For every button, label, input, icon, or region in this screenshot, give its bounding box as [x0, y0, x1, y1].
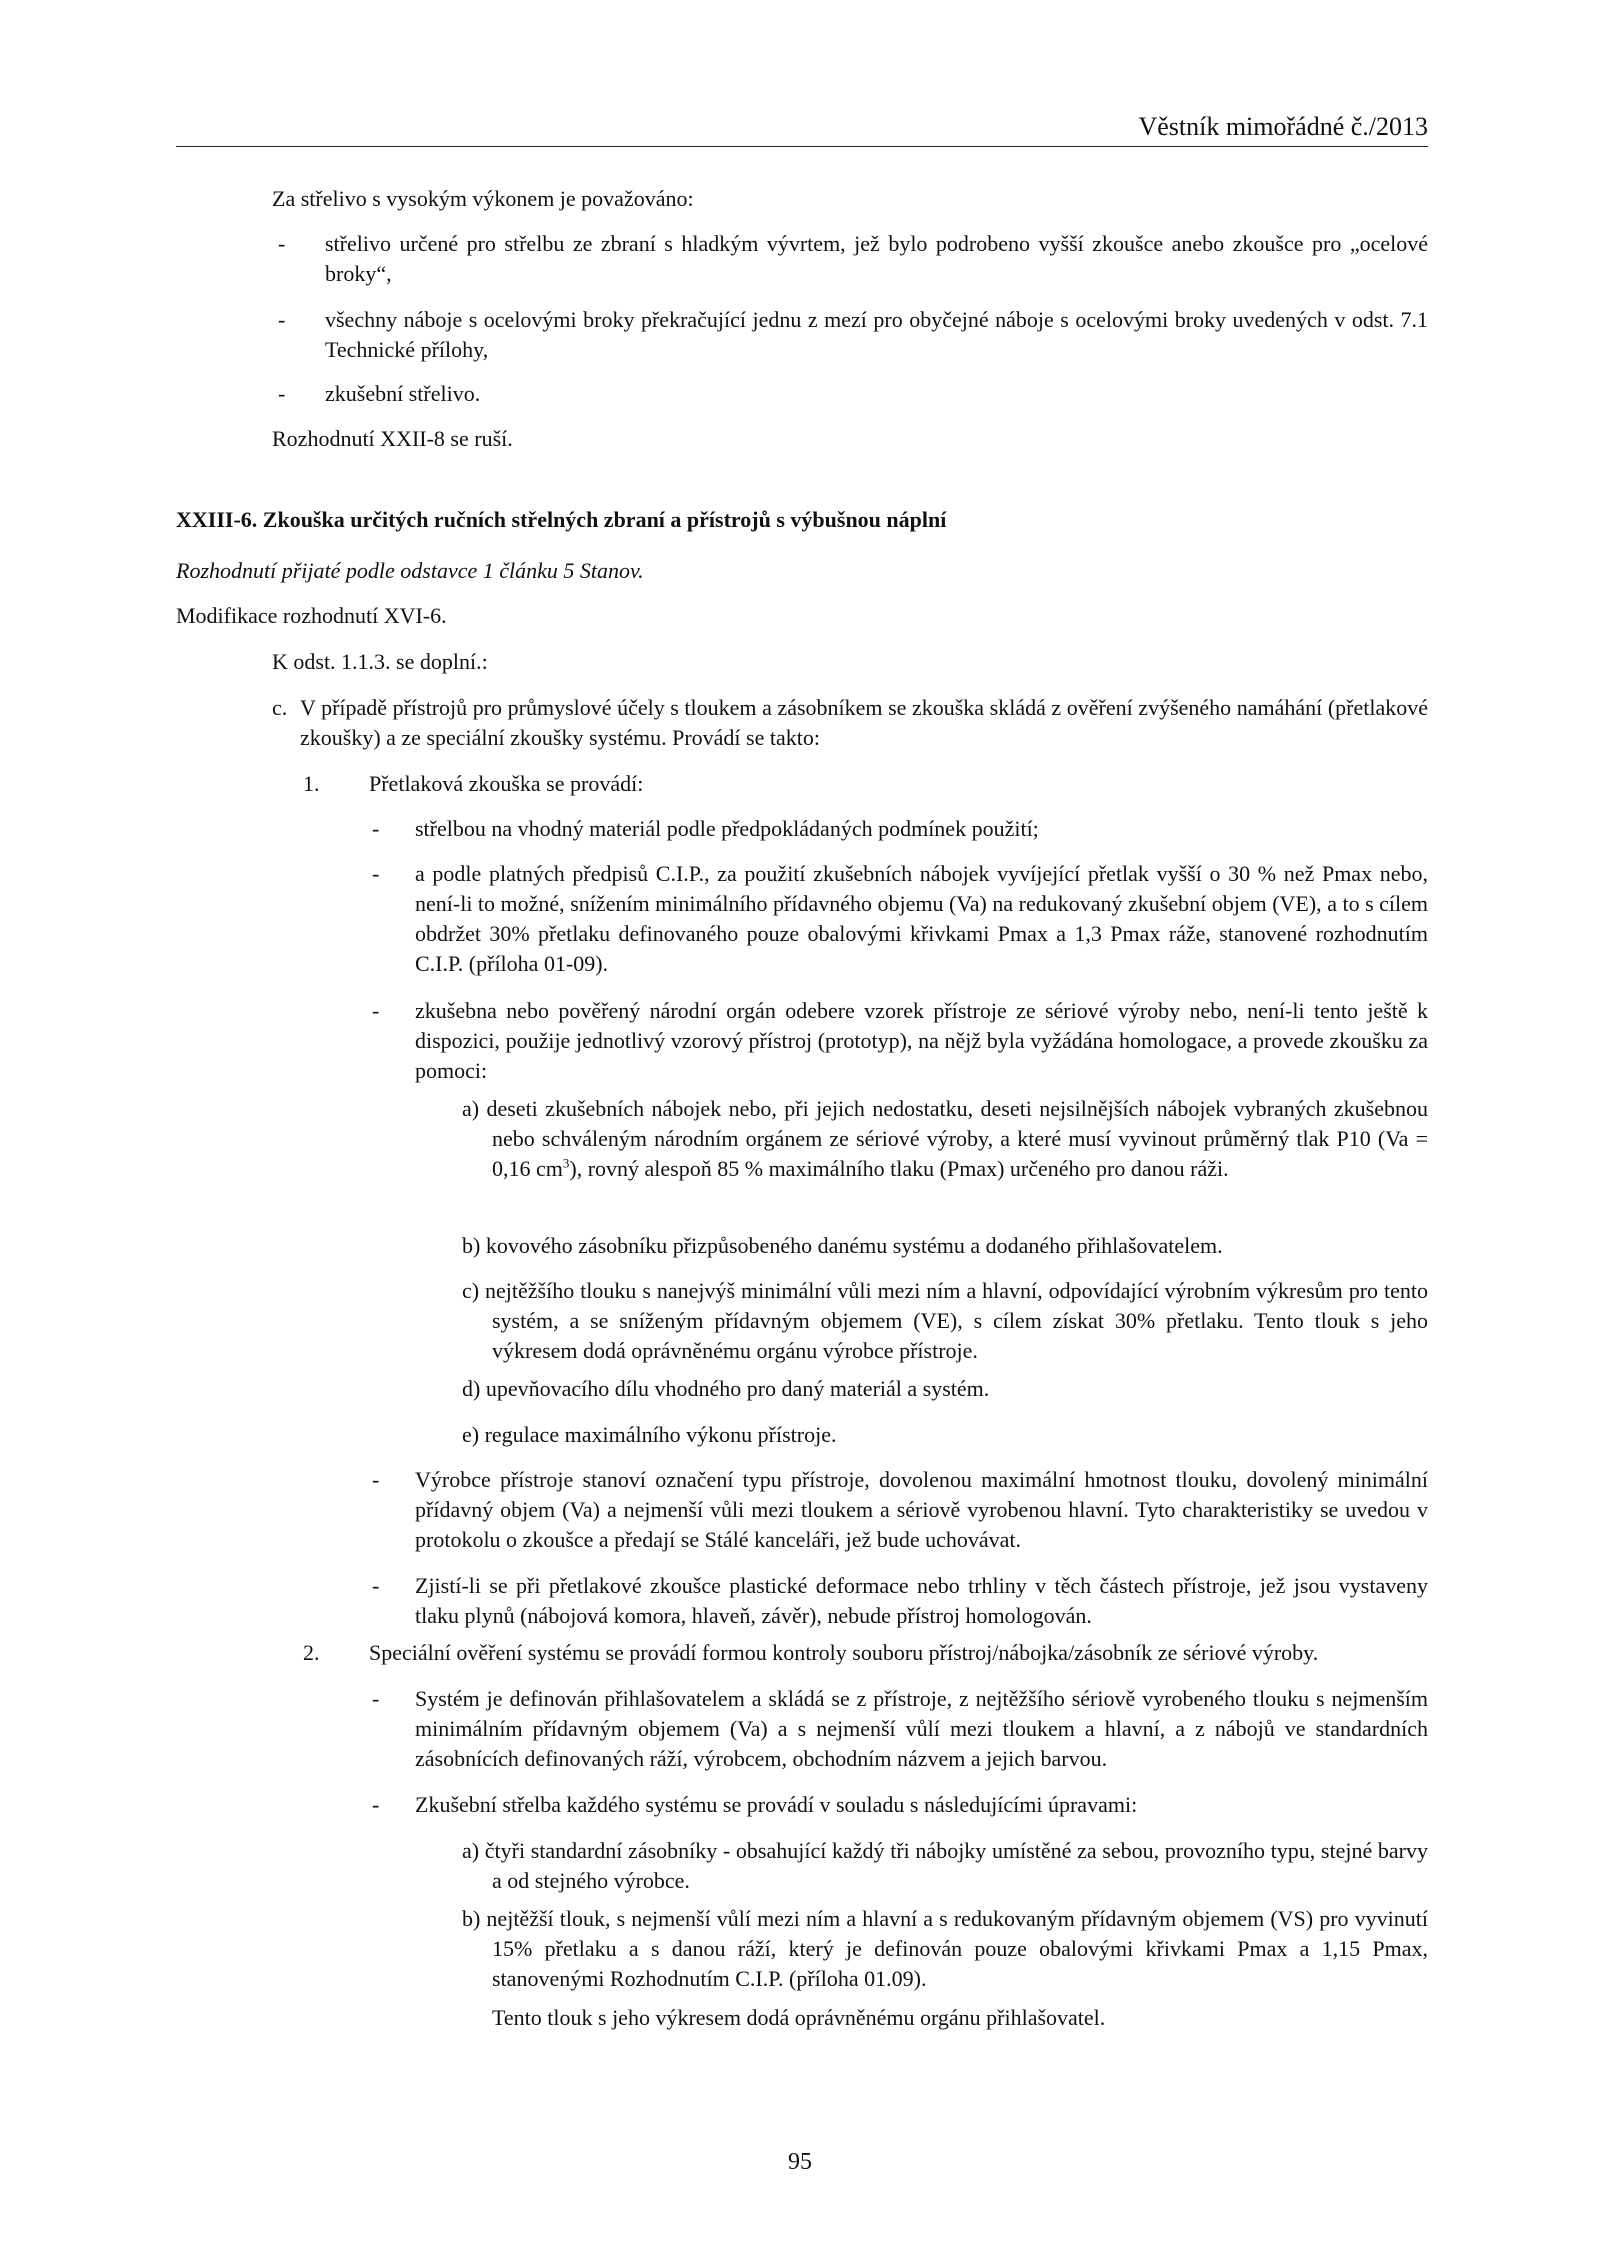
section-decision: Rozhodnutí přijaté podle odstavce 1 článku 5 Stanov.	[176, 558, 644, 583]
bullet-dash: -	[372, 816, 380, 841]
s1-item-a: a) deseti zkušebních nábojek nebo, při jejich nedostatku, deseti nejsilnějších nábojek vybraných zkušebnou nebo schváleným národním orgánem ze sériové výroby, a které musí vyvinout průměrný tlak P10 (Va = 0,16 $cm^3$), rovný alespoň 85 % maximálního tlaku (Pmax) určeného pro danou ráži.	[462, 1096, 1428, 1181]
s2-title: Speciální ověření systému se provádí formou kontroly souboru přístroj/nábojka/zásobník ze sériové výroby.	[369, 1640, 1319, 1665]
header-rule	[176, 146, 1428, 147]
bullet-dash: -	[372, 998, 380, 1023]
intro-item-3: zkušební střelivo.	[325, 381, 481, 406]
s1-item-b: b) kovového zásobníku přizpůsobeného danému systému a dodaného přihlašovatelem.	[462, 1233, 1223, 1258]
c-marker: c.	[272, 695, 288, 720]
s2-bullet-2: Zkušební střelba každého systému se provádí v souladu s následujícími úpravami:	[415, 1792, 1138, 1817]
bullet-dash: -	[372, 861, 380, 886]
s2-item-a: a) čtyři standardní zásobníky - obsahující každý tři nábojky umístěné za sebou, provozního typu, stejné barvy a od stejného výrobce.	[462, 1838, 1428, 1893]
s1-item-e: e) regulace maximálního výkonu přístroje.	[462, 1422, 837, 1447]
intro-lead: Za střelivo s vysokým výkonem je považováno:	[272, 186, 694, 211]
section-amend: K odst. 1.1.3. se doplní.:	[272, 649, 488, 674]
page-number: 95	[788, 2149, 812, 2175]
section-modification: Modifikace rozhodnutí XVI-6.	[176, 603, 447, 628]
s1-bullet-5: Zjistí-li se při přetlakové zkoušce plastické deformace nebo trhliny v těch částech přístroje, jež jsou vystaveny tlaku plynů (nábojová komora, hlaveň, závěr), nebude přístroj homologován.	[415, 1573, 1428, 1628]
s1-item-c: c) nejtěžšího tlouku s nanejvýš minimální vůli mezi ním a hlavní, odpovídající výrobním výkresům pro tento systém, a se sníženým přídavným objemem (VE), s cílem získat 30% přetlaku. Tento tlouk s jeho výkresem dodá oprávněnému orgánu výrobce přístroje.	[462, 1278, 1428, 1363]
s1-bullet-3: zkušebna nebo pověřený národní orgán odebere vzorek přístroje ze sériové výroby nebo, není-li tento ještě k dispozici, použije jednotlivý vzorový přístroj (prototyp), na nějž byla vyžádána homologace, a provede zkoušku za pomoci:	[415, 998, 1428, 1083]
s1-number: 1.	[303, 771, 320, 796]
s2-number: 2.	[303, 1640, 320, 1665]
s2-bullet-1: Systém je definován přihlašovatelem a skládá se z přístroje, z nejtěžšího sériově vyrobeného tlouku s nejmenším minimálním přídavným objemem (Va) a s nejmenší vůlí mezi tloukem a hlavní, a z nábojů ve standardních zásobnících definovaných ráží, výrobcem, obchodním názvem a jejich barvou.	[415, 1686, 1428, 1771]
intro-item-1: střelivo určené pro střelbu ze zbraní s hladkým vývrtem, jež bylo podrobeno vyšší zkoušce anebo zkoušce pro „ocelové broky“,	[325, 231, 1428, 286]
s1-bullet-2: a podle platných předpisů C.I.P., za použití zkušebních nábojek vyvíjející přetlak vyšší o 30 % než Pmax nebo, není-li to možné, snížením minimálního přídavného objemu (Va) na redukovaný zkušební objem (VE), a to s cílem obdržet 30% přetlaku definovaného pouze obalovými křivkami Pmax a 1,3 Pmax ráže, stanovené rozhodnutím C.I.P. (příloha 01-09).	[415, 861, 1428, 976]
section-heading: XXIII-6. Zkouška určitých ručních střelných zbraní a přístrojů s výbušnou náplní	[176, 507, 947, 532]
s1-title: Přetlaková zkouška se provádí:	[369, 771, 644, 796]
s2-item-b: b) nejtěžší tlouk, s nejmenší vůlí mezi ním a hlavní a s redukovaným přídavným objemem (VS) pro vyvinutí 15% přetlaku a s danou ráží, který je definován pouze obalovými křivkami Pmax a 1,15 Pmax, stanovenými Rozhodnutím C.I.P. (příloha 01.09).	[462, 1906, 1428, 1991]
s1-bullet-4: Výrobce přístroje stanoví označení typu přístroje, dovolenou maximální hmotnost tlouku, dovolený minimální přídavný objem (Va) a nejmenší vůli mezi tloukem a sériově vyrobenou hlavní. Tyto charakteristiky se uvedou v protokolu o zkoušce a předají se Stálé kanceláři, jež bude uchovávat.	[415, 1467, 1428, 1552]
header-title: Věstník mimořádné č./2013	[1138, 112, 1428, 141]
s1-bullet-1: střelbou na vhodný materiál podle předpokládaných podmínek použití;	[415, 816, 1039, 841]
bullet-dash: -	[278, 307, 286, 332]
bullet-dash: -	[372, 1686, 380, 1711]
intro-item-2: všechny náboje s ocelovými broky překračující jednu z mezí pro obyčejné náboje s ocelovými broky uvedených v odst. 7.1 Technické přílohy,	[325, 307, 1428, 362]
c-paragraph: V případě přístrojů pro průmyslové účely s tloukem a zásobníkem se zkouška skládá z ověření zvýšeného namáhání (přetlakové zkoušky) a ze speciální zkoušky systému. Provádí se takto:	[300, 695, 1428, 750]
s2-note: Tento tlouk s jeho výkresem dodá oprávněnému orgánu přihlašovatel.	[492, 2005, 1106, 2030]
bullet-dash: -	[372, 1792, 380, 1817]
bullet-dash: -	[278, 381, 286, 406]
intro-closing: Rozhodnutí XXII-8 se ruší.	[272, 426, 513, 451]
bullet-dash: -	[372, 1467, 380, 1492]
bullet-dash: -	[372, 1573, 380, 1598]
s1-item-d: d) upevňovacího dílu vhodného pro daný materiál a systém.	[462, 1376, 990, 1401]
bullet-dash: -	[278, 231, 286, 256]
